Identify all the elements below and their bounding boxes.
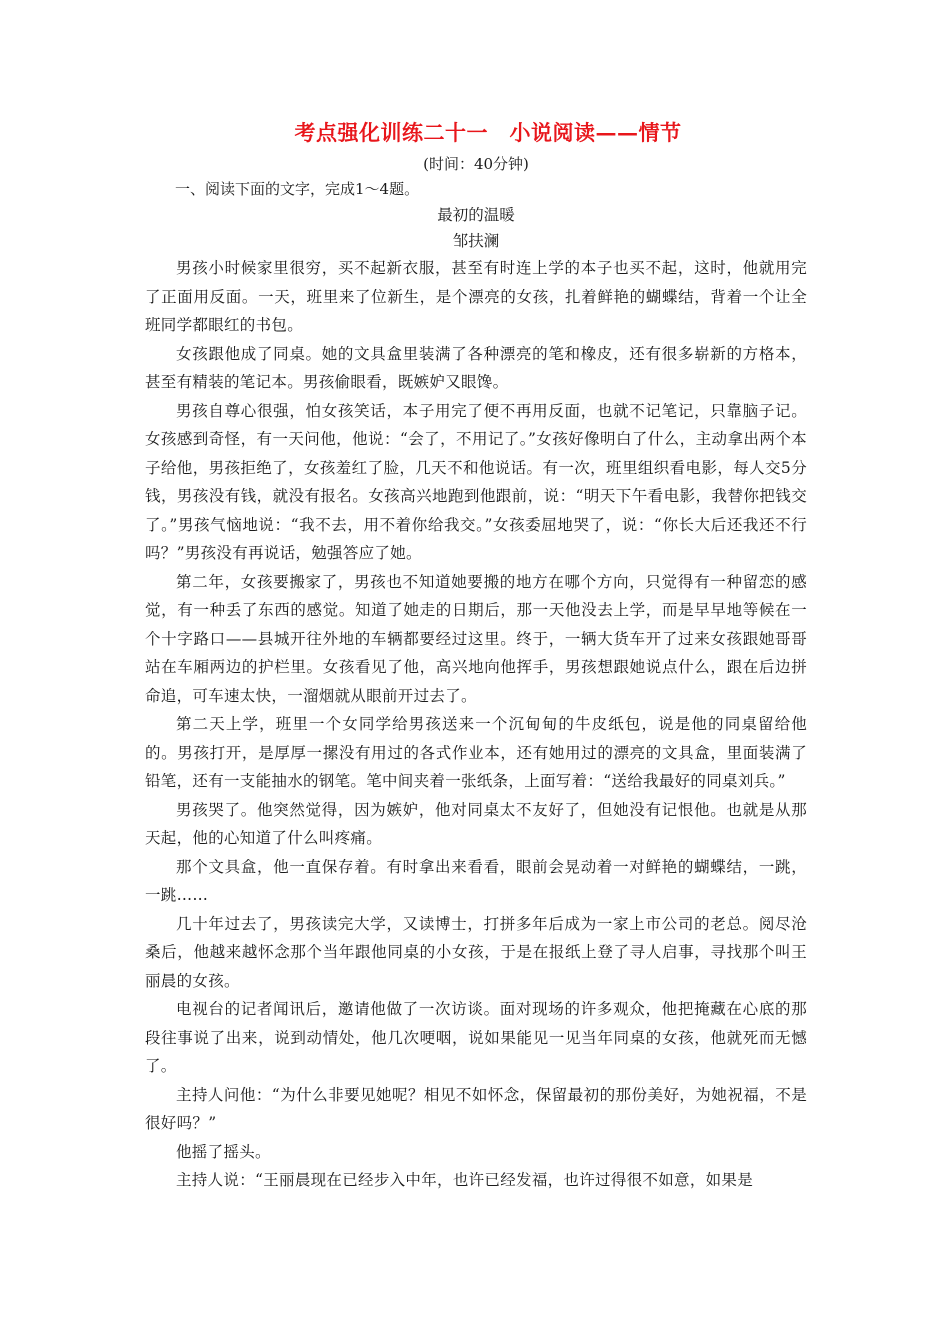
story-paragraph: 那个文具盒，他一直保存着。有时拿出来看看，眼前会晃动着一对鲜艳的蝴蝶结，一跳，一跳…… [145, 857, 807, 904]
story-paragraph: 男孩哭了。他突然觉得，因为嫉妒，他对同桌太不友好了，但她没有记恨他。也就是从那天起，他的心知道了什么叫疼痛。 [145, 800, 807, 847]
story-body [145, 254, 807, 1195]
story-paragraph: 第二天上学，班里一个女同学给男孩送来一个沉甸甸的牛皮纸包，说是他的同桌留给他的。男孩打开，是厚厚一摞没有用过的各式作业本，还有她用过的漂亮的文具盒，里面装满了铅笔，还有一支能抽水的钢笔。笔中间夹着一张纸条，上面写着：“送给我最好的同桌刘兵。” [145, 715, 807, 790]
story-paragraph: 男孩小时候家里很穷，买不起新衣服，甚至有时连上学的本子也买不起，这时，他就用完了正面用反面。一天，班里来了位新生，是个漂亮的女孩，扎着鲜艳的蝴蝶结，背着一个让全班同学都眼红的书包。 [145, 259, 807, 334]
story-author: 邹扶澜 [452, 232, 500, 250]
section-instruction: 一、阅读下面的文字，完成1～4题。 [175, 180, 420, 198]
document-page [145, 118, 807, 1195]
story-paragraph: 他摇了摇头。 [176, 1142, 271, 1161]
story-paragraph: 女孩跟他成了同桌。她的文具盒里装满了各种漂亮的笔和橡皮，还有很多崭新的方格本，甚至有精装的笔记本。男孩偷眼看，既嫉妒又眼馋。 [145, 344, 807, 391]
story-paragraph: 第二年，女孩要搬家了，男孩也不知道她要搬的地方在哪个方向，只觉得有一种留恋的感觉，有一种丢了东西的感觉。知道了她走的日期后，那一天他没去上学，而是早早地等候在一个十字路口——县城开往外地的车辆都要经过这里。终于，一辆大货车开了过来女孩跟她哥哥站在车厢两边的护栏里。女孩看见了他，高兴地向他挥手，男孩想跟她说点什么，跟在后边拼命追，可车速太快，一溜烟就从眼前开过去了。 [145, 572, 807, 705]
story-paragraph: 主持人问他：“为什么非要见她呢？相见不如怀念，保留最初的那份美好，为她祝福，不是很好吗？” [145, 1085, 807, 1132]
time-note: (时间：40分钟) [423, 155, 529, 173]
story-paragraph: 几十年过去了，男孩读完大学，又读博士，打拼多年后成为一家上市公司的老总。阅尽沧桑后，他越来越怀念那个当年跟他同桌的小女孩，于是在报纸上登了寻人启事，寻找那个叫王丽晨的女孩。 [145, 914, 807, 990]
story-paragraph: 男孩自尊心很强，怕女孩笑话，本子用完了便不再用反面，也就不记笔记，只靠脑子记。女孩感到奇怪，有一天问他，他说：“会了，不用记了。”女孩好像明白了什么，主动拿出两个本子给他，男孩拒绝了，女孩羞红了脸，几天不和他说话。有一次，班里组织看电影，每人交5分钱，男孩没有钱，就没有报名。女孩高兴地跑到他跟前，说：“明天下午看电影，我替你把钱交了。”男孩气恼地说：“我不去，用不着你给我交。”女孩委屈地哭了，说：“你长大后还我还不行吗？”男孩没有再说话，勉强答应了她。 [145, 401, 807, 562]
story-paragraph: 电视台的记者闻讯后，邀请他做了一次访谈。面对现场的许多观众，他把掩藏在心底的那段往事说了出来，说到动情处，他几次哽咽，说如果能见一见当年同桌的女孩，他就死而无憾了。 [145, 1000, 807, 1075]
story-title: 最初的温暖 [437, 206, 515, 224]
story-paragraph: 主持人说：“王丽晨现在已经步入中年，也许已经发福，也许过得很不如意，如果是 [176, 1171, 754, 1189]
page-title: 考点强化训练二十一 小说阅读——情节 [294, 120, 682, 145]
